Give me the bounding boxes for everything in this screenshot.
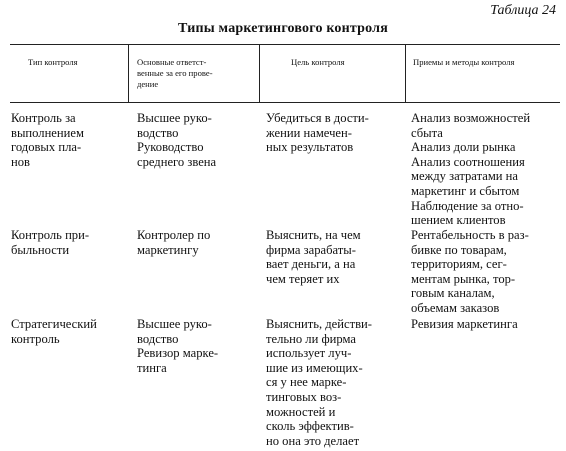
row2-type: Контроль при- быльности <box>11 228 90 257</box>
header-top-rule <box>10 44 560 45</box>
row2-responsible: Контролер по маркетингу <box>137 228 211 257</box>
row3-methods: Ревизия маркетинга <box>411 317 518 331</box>
table-number: Таблица 24 <box>490 3 556 18</box>
column-divider <box>405 44 406 102</box>
row2-goal: Выяснить, на чем фирма зарабаты- вает деньги, а на чем теряет их <box>266 228 361 286</box>
row1-goal: Убедиться в дости- жении намечен- ных результатов <box>266 111 369 155</box>
header-responsible: Основные ответст- венные за его прове- дение <box>137 57 213 89</box>
header-bottom-rule <box>10 102 560 103</box>
column-divider <box>259 44 260 102</box>
row1-responsible: Высшее руко- водство Руководство среднего звена <box>137 111 217 169</box>
header-type: Тип контроля <box>28 57 78 67</box>
row3-goal: Выяснить, действи- тельно ли фирма использует луч- шие из имеющих- ся у нее марке- тинговых воз- можностей и сколь эффектив- но она это делает <box>266 317 372 448</box>
row3-responsible: Высшее руко- водство Ревизор марке- тинга <box>137 317 219 375</box>
table-title: Типы маркетингового контроля <box>178 21 388 36</box>
header-methods: Приемы и методы контроля <box>413 57 515 67</box>
column-divider <box>128 44 129 102</box>
row3-type: Стратегический контроль <box>11 317 97 346</box>
row1-type: Контроль за выполнением годовых пла- нов <box>11 111 84 169</box>
row2-methods: Рентабельность в раз- бивке по товарам, территориям, сег- ментам рынка, тор- говым каналам, объемам заказов <box>411 228 529 315</box>
header-goal: Цель контроля <box>291 57 345 67</box>
row1-methods: Анализ возможностей сбыта Анализ доли рынка Анализ соотношения между затратами на маркетинг и сбытом Наблюдение за отно- шением клиентов <box>411 111 531 228</box>
